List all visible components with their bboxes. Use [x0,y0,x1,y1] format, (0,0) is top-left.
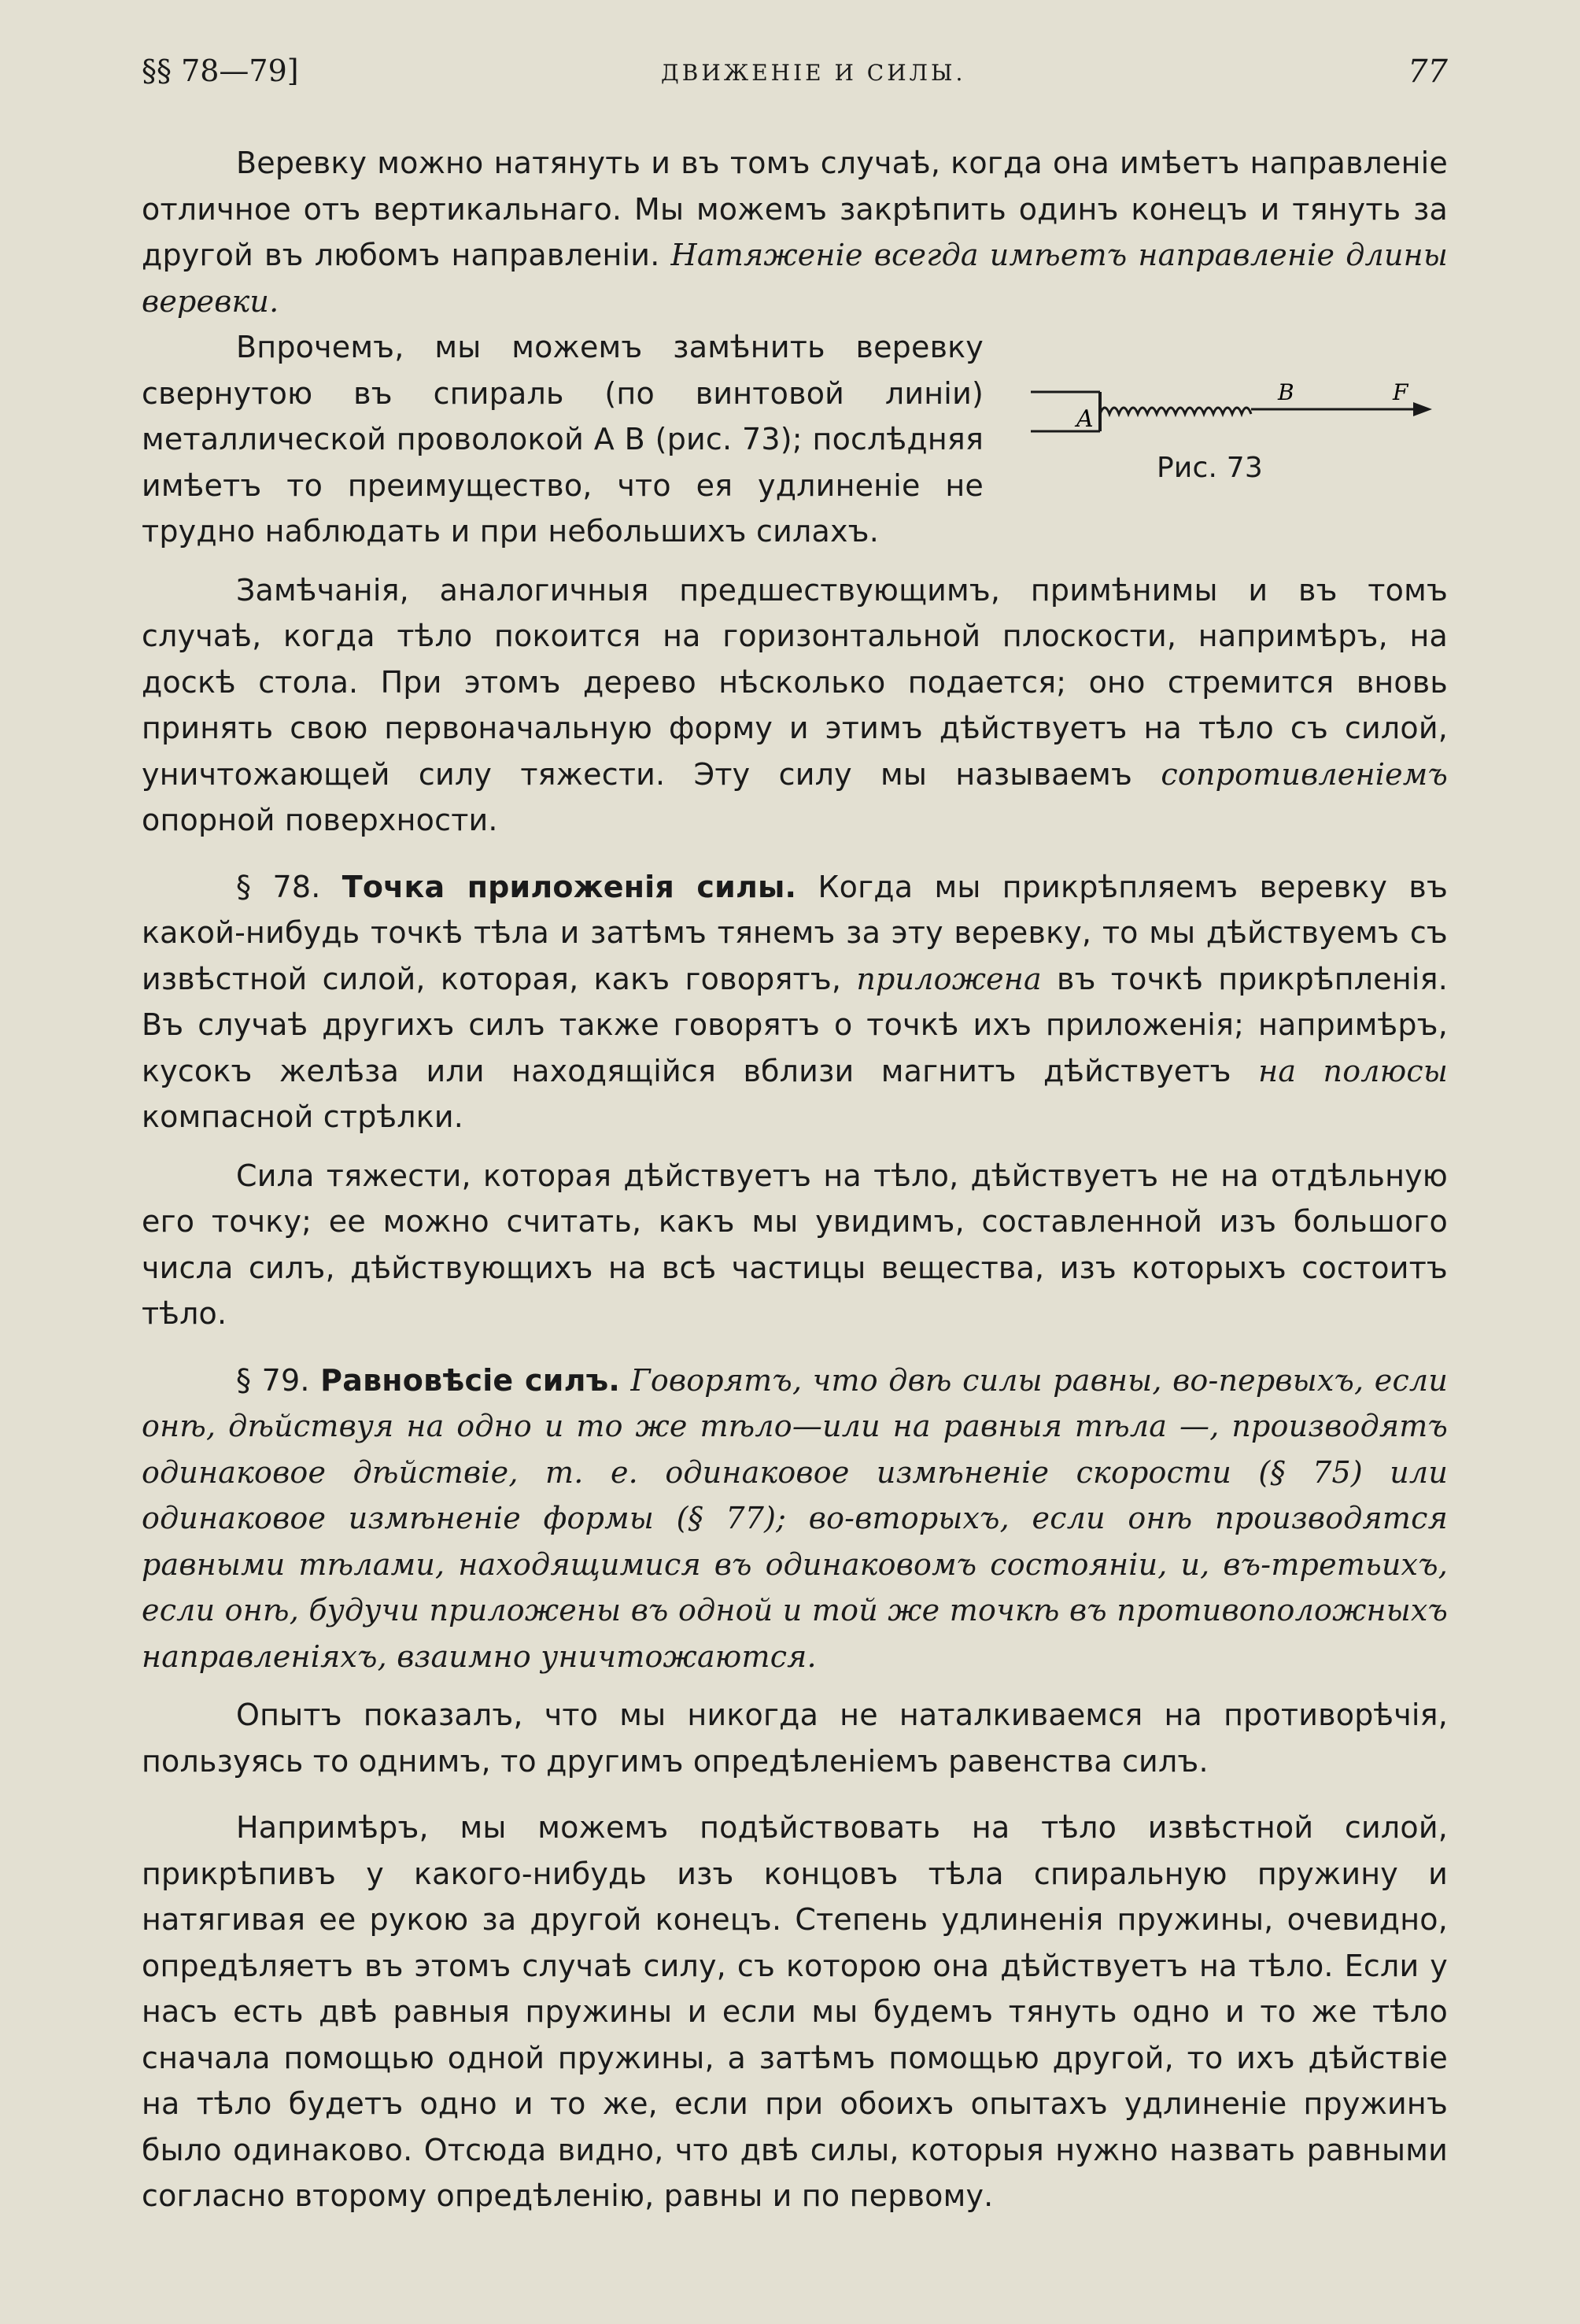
figure-caption: Рис. 73 [1157,452,1263,484]
spring-diagram [1015,329,1456,447]
paragraph-text: Веревку можно натянуть и въ томъ случаѣ, когда она имѣетъ направленіе отличное отъ вертикальнаго. Мы можемъ закрѣпить одинъ конецъ и тянуть за другой въ любомъ направленіи. [142,146,1448,272]
paragraph-text: опорной поверхности. [142,803,498,837]
paragraph-text: компасной стрѣлки. [142,1099,464,1134]
spring-coil [1100,408,1251,414]
paragraph-spring-example: Напримѣръ, мы можемъ подѣйствовать на тѣло извѣстной силой, прикрѣпивъ у какого-нибудь изъ концовъ тѣла спиральную пружину и натягивая ее рукою за другой конецъ. Степень удлиненія пружины, очевидно, опредѣляетъ въ этомъ случаѣ силу, съ которою она дѣйствуетъ на тѣло. Если у насъ есть двѣ равныя пружины и если мы будемъ тянуть одно и то же тѣло сначала помощью одной пружины, а затѣмъ помощью другой, то ихъ дѣйствіе на тѣло будетъ одно и то же, если при обоихъ опытахъ удлиненіе пружинъ было одинаково. Отсюда видно, что двѣ силы, которыя нужно назвать равными согласно второму опредѣленію, равны и по первому. [142,1810,1448,2213]
page-body [142,140,1448,2219]
section-number: § 79. [236,1362,321,1398]
section-title: Точка приложенія силы. [341,869,797,904]
paragraph-gravity-force: Сила тяжести, которая дѣйствуетъ на тѣло, дѣйствуетъ не на отдѣльную его точку; ее можно считать, какъ мы увидимъ, составленной изъ большого числа силъ, дѣйствующихъ на всѣ частицы вещества, изъ которыхъ состоитъ тѣло. [142,1158,1448,1331]
emphasis-text: Говорятъ, что двѣ силы равны, во-первыхъ, если онѣ, дѣйствуя на одно и то же тѣло—или на равныя тѣла —, производятъ одинаковое дѣйствіе, т. е. одинаковое измѣненіе скорости (§ 75) или одинаковое измѣненіе формы (§ 77); во-вторыхъ, если онѣ производятся равными тѣлами, находящимися въ одинаковомъ состояніи, и, въ-третьихъ, если онѣ, будучи приложены въ одной и той же точкѣ въ противоположныхъ направленіяхъ, взаимно уничтожаются. [142,1362,1449,1674]
label-f: F [1393,379,1408,405]
label-b: B [1278,379,1294,405]
figure-73 [1015,329,1456,502]
paragraph-experience: Опытъ показалъ, что мы никогда не наталкиваемся на противорѣчія, пользуясь то однимъ, то другимъ опредѣленіемъ равенства силъ. [142,1698,1448,1779]
section-range: §§ 78—79] [142,54,299,88]
paragraph-rope-tension [142,140,1448,324]
section-number: § 78. [236,869,342,904]
paragraph-text: Замѣчанія, аналогичныя предшествующимъ, примѣнимы и въ томъ случаѣ, когда тѣло покоится на горизонтальной плоскости, напримѣръ, на доскѣ стола. При этомъ дерево нѣсколько подается; оно стремится вновь принять свою первоначальную форму и этимъ дѣйствуетъ на тѣло съ силой, уничтожающей силу тяжести. Эту силу мы называемъ [142,572,1448,792]
paragraph-text: въ точкѣ прикрѣпленія. Въ случаѣ другихъ силъ также говорятъ о точкѣ ихъ приложенія; напримѣръ, кусокъ желѣза или находящійся вблизи магнитъ дѣйствуетъ [142,961,1448,1088]
paragraph-text: Когда мы прикрѣпляемъ веревку въ какой-нибудь точкѣ тѣла и затѣмъ тянемъ за эту веревку, то мы дѣйствуемъ съ извѣстной силой, которая, какъ говорятъ, [142,869,1448,996]
label-a: A [1076,405,1094,433]
paragraph-support-resistance [142,567,1448,844]
emphasis-text: сопротивленіемъ [1161,756,1448,792]
page-number: 77 [1408,54,1448,90]
emphasis-text: на полюсы [1258,1053,1448,1088]
paragraph-spring-wire: Впрочемъ, мы можемъ замѣнить веревку свернутою въ спираль (по винтовой линіи) металлической проволокой A B (рис. 73); послѣдняя имѣетъ то преимущество, что ея удлиненіе не трудно наблюдать и при небольшихъ силахъ. [142,330,984,549]
emphasis-text: приложена [856,961,1042,996]
emphasis-text: Натяженіе всегда имѣетъ направленіе длины веревки. [142,238,1448,319]
arrow-head-icon [1413,402,1432,416]
running-header [142,54,1448,101]
section-79 [142,1358,1448,1680]
section-78 [142,864,1448,1140]
running-title: ДВИЖЕНІЕ И СИЛЫ. [661,60,966,86]
section-title: Равновѣсіе силъ. [320,1362,620,1398]
